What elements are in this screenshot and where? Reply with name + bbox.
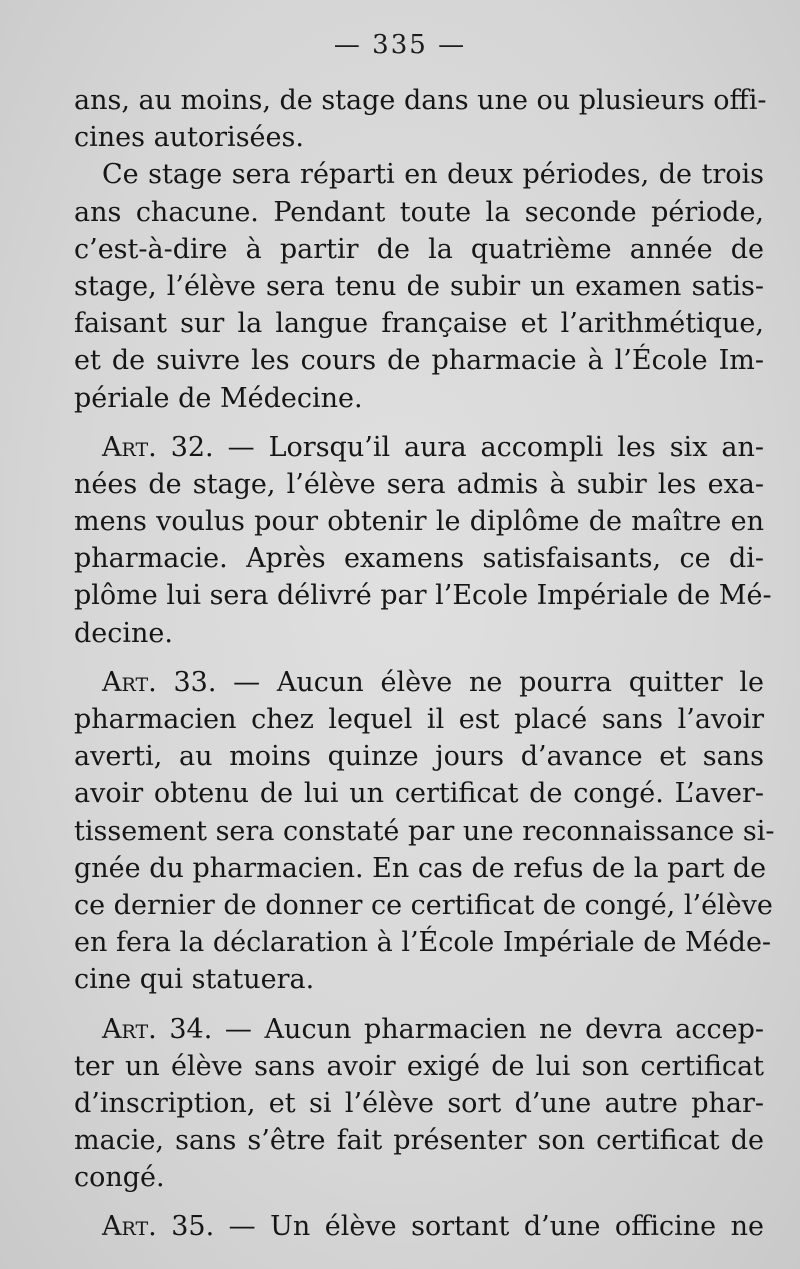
text-line: pharmacie. Après examens satisfaisants, ce di-: [74, 543, 764, 575]
article-text: — Aucun élève ne pourra quitter le: [216, 666, 765, 698]
text-line: mens voulus pour obtenir le diplôme de maître en: [74, 506, 764, 538]
body-text: [74, 82, 775, 1246]
text-line: périale de Médecine.: [74, 382, 363, 414]
text-line: avoir obtenu de lui un certificat de congé. L’aver-: [74, 778, 764, 810]
article-label: Art. 33.: [102, 666, 217, 698]
text-line: averti, au moins quinze jours d’avance et sans: [74, 741, 764, 773]
article-32: [74, 429, 772, 652]
text-line: [74, 1011, 764, 1048]
text-line: [74, 664, 764, 701]
paragraph: [74, 82, 767, 156]
text-line: stage, l’élève sera tenu de subir un examen satis-: [74, 270, 764, 302]
text-line: ans chacune. Pendant toute la seconde période,: [74, 196, 764, 228]
text-line: decine.: [74, 617, 173, 649]
article-label: Art. 32.: [102, 431, 214, 463]
text-line: cines autorisées.: [74, 122, 304, 154]
text-line: [74, 1208, 764, 1245]
text-line: gnée du pharmacien. En cas de refus de la part de: [74, 852, 767, 884]
article-text: — Un élève sortant d’une officine ne: [214, 1211, 764, 1243]
text-line: Ce stage sera réparti en deux périodes, de trois: [102, 159, 764, 191]
article-text: — Lorsqu’il aura accompli les six an-: [213, 431, 765, 463]
text-line: faisant sur la langue française et l’arithmétique,: [74, 308, 764, 340]
text-line: plôme lui sera délivré par l’Ecole Impériale de Mé-: [74, 580, 772, 612]
text-line: tissement sera constaté par une reconnaissance si-: [74, 815, 775, 847]
text-line: c’est-à-dire à partir de la quatrième année de: [74, 233, 764, 265]
text-line: pharmacien chez lequel il est placé sans l’avoir: [74, 704, 764, 735]
text-line: ter un élève sans avoir exigé de lui son certificat: [74, 1050, 764, 1082]
article-label: Art. 34.: [102, 1013, 213, 1045]
text-line: ce dernier de donner ce certificat de congé, l’élève: [74, 889, 773, 921]
text-line: congé.: [74, 1162, 165, 1194]
article-35: [74, 1208, 764, 1245]
text-line: nées de stage, l’élève sera admis à subir les exa-: [74, 468, 764, 500]
text-line: d’inscription, et si l’élève sort d’une autre phar-: [74, 1087, 764, 1119]
page-number: — 335 —: [333, 30, 467, 60]
article-label: Art. 35.: [102, 1211, 215, 1243]
text-line: macie, sans s’être fait présenter son certificat de: [74, 1125, 764, 1157]
text-line: [74, 429, 764, 466]
article-34: [74, 1011, 764, 1197]
article-33: [74, 664, 775, 999]
article-text: — Aucun pharmacien ne devra accep-: [212, 1013, 764, 1045]
text-line: et de suivre les cours de pharmacie à l’École Im-: [74, 345, 764, 377]
text-line: en fera la déclaration à l’École Impériale de Méde-: [74, 927, 772, 959]
text-line: cine qui statuera.: [74, 964, 315, 996]
paragraph: [74, 156, 764, 416]
text-line: ans, au moins, de stage dans une ou plusieurs offi-: [74, 85, 767, 116]
